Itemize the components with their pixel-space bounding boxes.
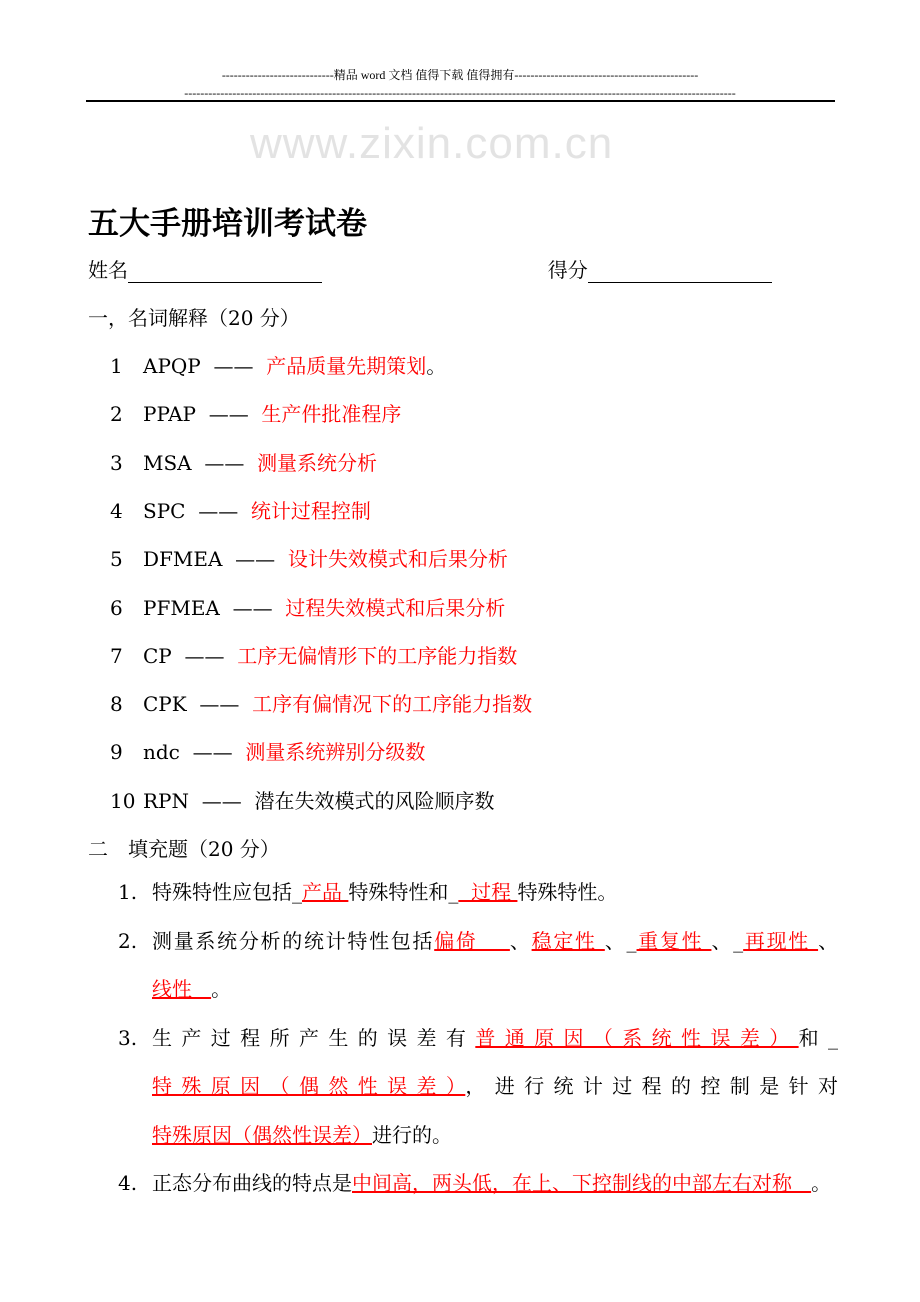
term: MSA (143, 450, 192, 475)
header-dashes: ------------------------------------------------------------------------------------------------------------------------------------------ (184, 86, 736, 100)
term: DFMEA (143, 547, 223, 572)
term: ndc (143, 740, 180, 765)
underscore: _ (448, 880, 459, 904)
answer-blank: 重复性 (636, 928, 712, 953)
name-label: 姓名 (88, 258, 128, 282)
definition-item (110, 688, 532, 717)
dash: —— (232, 595, 273, 620)
fill-in-question (118, 1014, 838, 1160)
term: APQP (143, 354, 201, 378)
question-number: 1. (118, 880, 138, 904)
term: PPAP (143, 402, 196, 427)
dash: —— (192, 740, 233, 765)
question-text: 和 (798, 1025, 829, 1050)
question-text: 生产过程所产生的误差有 (152, 1025, 476, 1050)
answer: 测量系统辨别分级数 (245, 740, 426, 765)
item-number: 4 (110, 498, 123, 523)
dash: —— (235, 547, 276, 572)
dash: —— (204, 450, 245, 475)
dash: —— (208, 402, 249, 427)
term: CPK (143, 692, 187, 717)
header-rule (86, 100, 835, 102)
section1-heading: 一，名词解释（20 分） (88, 306, 300, 330)
answer-blank: 偏倚 (434, 928, 510, 953)
page-title: 五大手册培训考试卷 (88, 206, 367, 242)
item-number: 6 (110, 595, 123, 620)
answer-blank: 稳定性 (531, 928, 605, 953)
answer: 工序有偏情况下的工序能力指数 (252, 692, 533, 717)
fill-in-questions (118, 868, 838, 1208)
item-number: 5 (110, 547, 123, 572)
fill-in-question (118, 1159, 838, 1208)
item-number: 3 (110, 450, 123, 475)
answer-blank: 产品 (302, 880, 349, 904)
question-text: ，进行统计过程的控制是针对 (465, 1074, 839, 1098)
term: CP (143, 643, 172, 668)
definition-item (110, 495, 371, 524)
question-text: 。 (811, 1171, 832, 1195)
definition-item (110, 447, 377, 476)
underscore: _ (733, 928, 744, 953)
question-text: 、 (711, 928, 734, 953)
answer: 产品质量先期策划 (266, 354, 427, 378)
answer: 测量系统分析 (257, 450, 378, 475)
answer-blank: 特殊原因（偶然性误差） (152, 1074, 466, 1098)
score-label: 得分 (547, 258, 588, 282)
dash: —— (198, 498, 239, 523)
name-score-row (88, 254, 788, 283)
question-text: 、 (818, 928, 839, 953)
underscore: _ (626, 928, 637, 953)
item-number: 2 (110, 402, 123, 427)
term: SPC (143, 498, 186, 523)
item-number: 10 (110, 788, 136, 813)
definition-item (110, 398, 401, 427)
answer: 过程失效模式和后果分析 (285, 595, 506, 620)
answer: 工序无偏情形下的工序能力指数 (237, 643, 518, 668)
score-field[interactable] (588, 260, 772, 283)
underscore: _ (292, 880, 302, 904)
definition-item (110, 736, 425, 765)
dash: —— (184, 643, 225, 668)
answer-blank: 再现性 (743, 928, 819, 953)
answer: 潜在失效模式的风险顺序数 (254, 788, 495, 813)
definition-item (110, 785, 494, 814)
definition-item (110, 592, 505, 621)
dash: —— (201, 788, 242, 813)
dash: —— (213, 354, 254, 378)
answer: 生产件批准程序 (261, 402, 402, 427)
question-text: 进行的。 (372, 1122, 452, 1147)
definition-item (110, 640, 517, 669)
item-number: 8 (110, 692, 123, 717)
answer-blank: 线性 (152, 977, 212, 1001)
question-text: 、 (509, 928, 532, 953)
answer-blank: 过程 (458, 880, 518, 904)
question-text: 正态分布曲线的特点是 (152, 1171, 352, 1195)
answer-blank: 普通原因（系统性误差） (475, 1025, 799, 1050)
section2-heading: 二 填充题（20 分） (88, 837, 280, 861)
question-text: 特殊特性和 (348, 880, 449, 904)
answer-blank: 特殊原因（偶然性误差） (152, 1122, 372, 1147)
answer: 统计过程控制 (250, 498, 371, 523)
question-number: 3. (118, 1025, 138, 1050)
question-number: 2. (118, 928, 138, 953)
question-text: 。 (211, 977, 232, 1001)
item-number: 1 (110, 354, 123, 378)
question-number: 4. (118, 1171, 138, 1195)
definition-item (110, 543, 508, 572)
question-text: 测量系统分析的统计特性包括 (152, 928, 435, 953)
term: PFMEA (143, 595, 220, 620)
item-number: 7 (110, 643, 123, 668)
underscore: _ (828, 1025, 839, 1050)
question-text: 、 (604, 928, 627, 953)
term: RPN (143, 788, 190, 813)
fill-in-question (118, 868, 838, 917)
dash: —— (199, 692, 240, 717)
question-text: 特殊特性。 (517, 880, 618, 904)
suffix: 。 (426, 354, 447, 378)
name-field[interactable] (128, 260, 322, 283)
item-number: 9 (110, 740, 123, 765)
watermark: www.zixin.com.cn (250, 119, 614, 168)
header-banner: ----------------------------精品 word 文档 值得下载 值得拥有---------------------------------------------- (221, 68, 699, 82)
definition-item (110, 350, 446, 379)
question-text: 特殊特性应包括 (152, 880, 292, 904)
answer-blank: 中间高，两头低，在上、下控制线的中部左右对称 (352, 1171, 812, 1195)
answer: 设计失效模式和后果分析 (287, 547, 508, 572)
fill-in-question (118, 917, 838, 1014)
